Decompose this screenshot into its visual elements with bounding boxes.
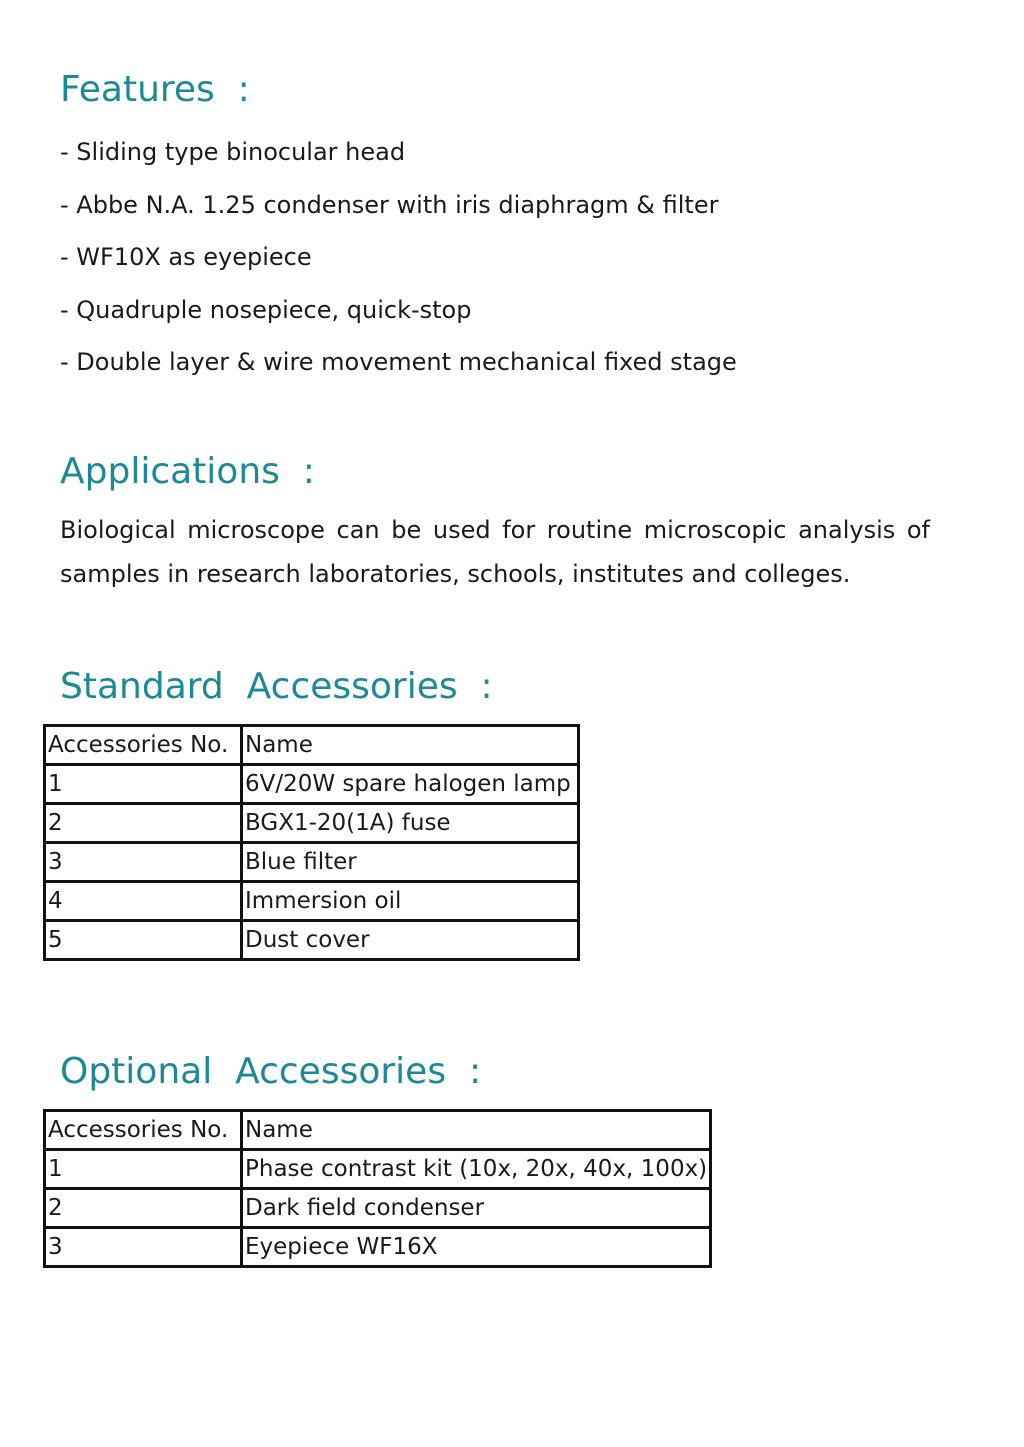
applications-text: Biological microscope can be used for routine microscopic analysis of samples in research laboratories, schools, institutes and colleges. <box>60 516 930 588</box>
cell-no: 1 <box>45 1150 242 1189</box>
table-row <box>45 882 579 921</box>
cell-name: Phase contrast kit (10x, 20x, 40x, 100x) <box>242 1150 711 1189</box>
cell-name: BGX1-20(1A) fuse <box>242 804 579 843</box>
table-row <box>45 804 579 843</box>
table-row <box>45 1189 711 1228</box>
optional-accessories-heading: Optional Accessories : <box>60 1051 482 1092</box>
features-heading: Features : <box>60 69 250 110</box>
table-row <box>45 765 579 804</box>
feature-item: - Double layer & wire movement mechanical fixed stage <box>60 348 737 376</box>
cell-name: Immersion oil <box>242 882 579 921</box>
table-header-row <box>45 726 579 765</box>
feature-item: - Abbe N.A. 1.25 condenser with iris diaphragm & filter <box>60 190 719 219</box>
standard-accessories-table <box>43 724 580 961</box>
cell-no: 5 <box>45 921 242 960</box>
cell-name: Blue filter <box>242 843 579 882</box>
feature-item: - Sliding type binocular head <box>60 138 406 166</box>
table-header-row <box>45 1111 711 1150</box>
cell-no: 2 <box>45 1189 242 1228</box>
cell-name: Dark field condenser <box>242 1189 711 1228</box>
cell-no: 3 <box>45 1228 242 1267</box>
cell-no: 4 <box>45 882 242 921</box>
optional-accessories-table <box>43 1109 712 1268</box>
table-row <box>45 1228 711 1267</box>
feature-item: - WF10X as eyepiece <box>60 243 312 271</box>
cell-no: 3 <box>45 843 242 882</box>
features-list <box>60 126 737 389</box>
cell-name: Dust cover <box>242 921 579 960</box>
applications-heading: Applications : <box>60 451 315 492</box>
table-row <box>45 843 579 882</box>
table-row <box>45 921 579 960</box>
table-row <box>45 1150 711 1189</box>
column-header-name: Name <box>242 726 579 765</box>
standard-accessories-heading: Standard Accessories : <box>60 666 493 707</box>
column-header-no: Accessories No. <box>45 726 242 765</box>
cell-name: Eyepiece WF16X <box>242 1228 711 1267</box>
cell-name: 6V/20W spare halogen lamp <box>242 765 579 804</box>
cell-no: 1 <box>45 765 242 804</box>
column-header-name: Name <box>242 1111 711 1150</box>
feature-item: - Quadruple nosepiece, quick-stop <box>60 295 472 324</box>
cell-no: 2 <box>45 804 242 843</box>
column-header-no: Accessories No. <box>45 1111 242 1150</box>
